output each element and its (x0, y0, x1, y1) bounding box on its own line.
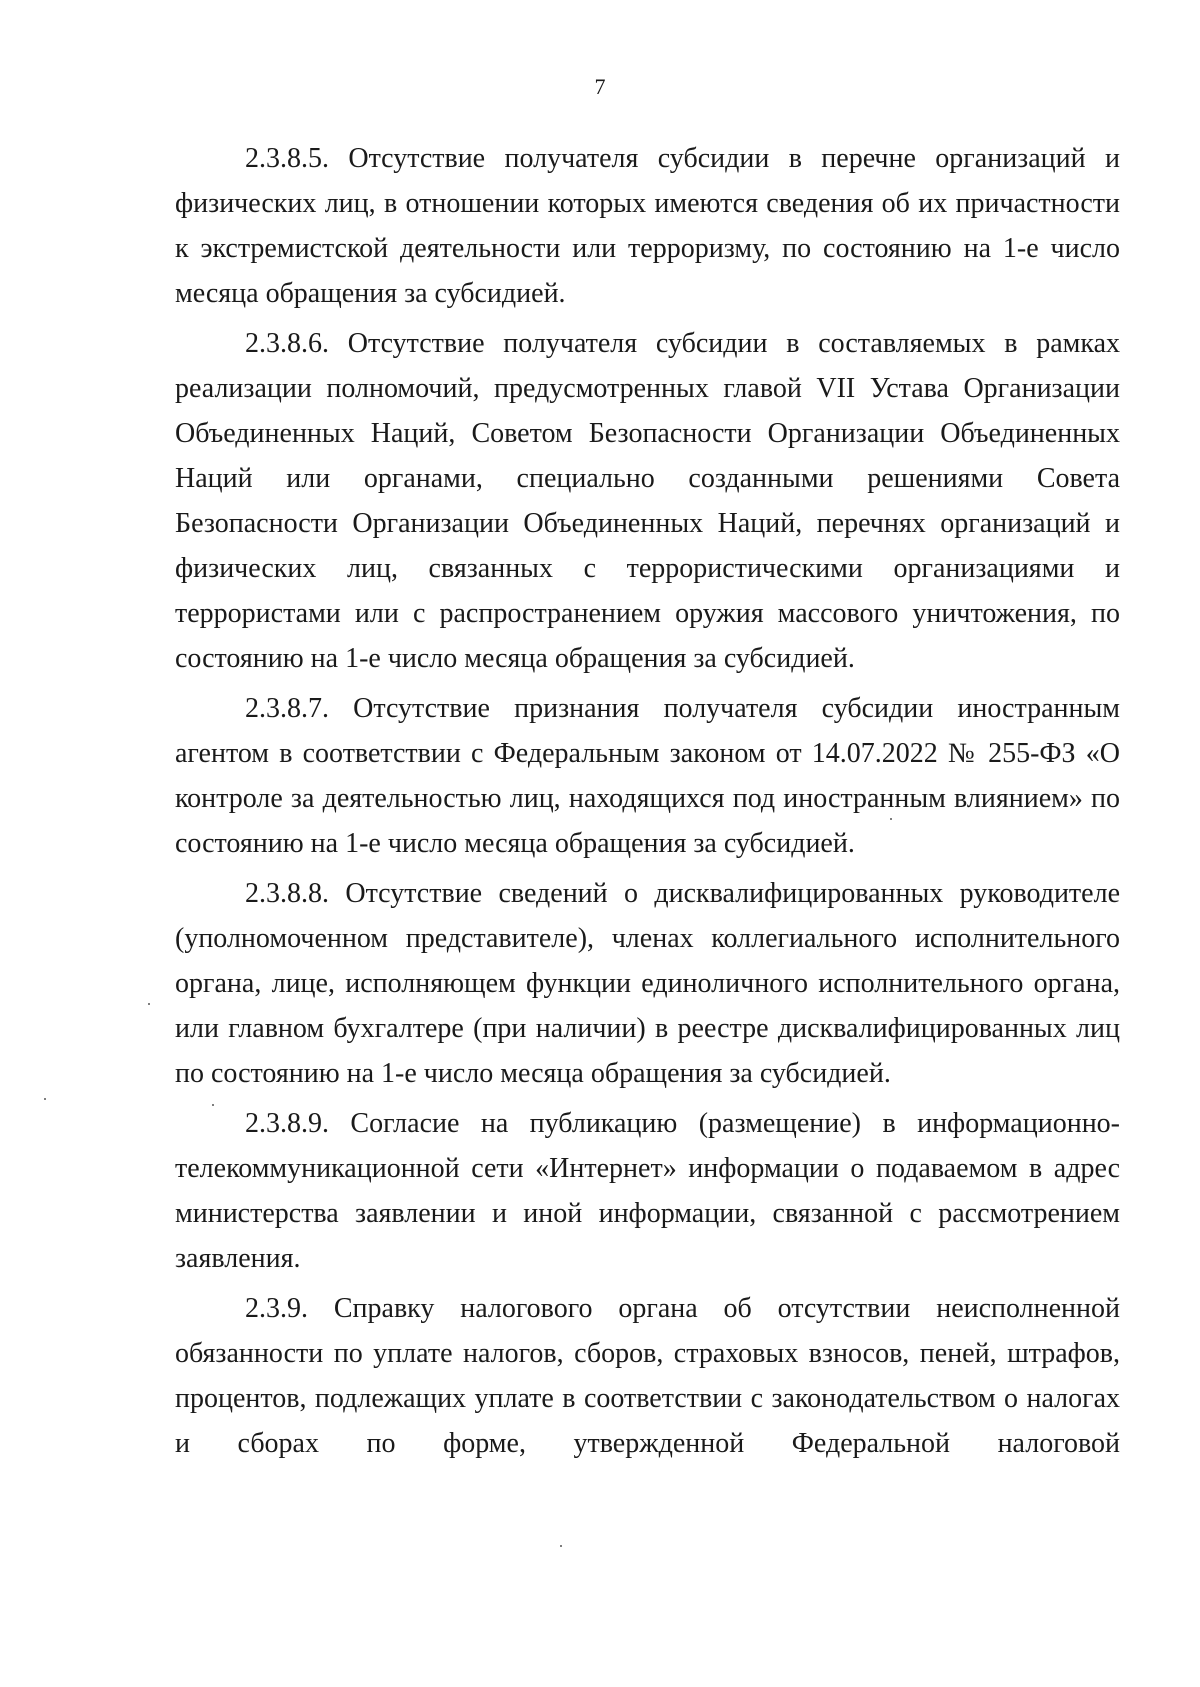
paragraph-2-3-8-6: 2.3.8.6. Отсутствие получателя субсидии в составляемых в рамках реализации полномочий, предусмотренных главой VII Устава Организации Объединенных Наций, Советом Безопасности Организации Объединенных Наций или органами, специально созданными решениями Совета Безопасности Организации Объединенных Наций, перечнях организаций и физических лиц, связанных с террористическими организациями и террористами или с распространением оружия массового уничтожения, по состоянию на 1-е число месяца обращения за субсидией. (175, 328, 1120, 674)
scan-speck (890, 818, 892, 820)
paragraph-2-3-8-5: 2.3.8.5. Отсутствие получателя субсидии в перечне организаций и физических лиц, в отношении которых имеются сведения об их причастности к экстремистской деятельности или терроризму, по состоянию на 1-е число месяца обращения за субсидией. (175, 143, 1120, 309)
scan-speck (560, 1545, 562, 1547)
paragraph-2-3-8-8: 2.3.8.8. Отсутствие сведений о дисквалифицированных руководителе (уполномоченном представителе), членах коллегиального исполнительного органа, лице, исполняющем функции единоличного исполнительного органа, или главном бухгалтере (при наличии) в реестре дисквалифицированных лиц по состоянию на 1-е число месяца обращения за субсидией. (175, 878, 1120, 1089)
paragraph-2-3-9: 2.3.9. Справку налогового органа об отсутствии неисполненной обязанности по уплате налогов, сборов, страховых взносов, пеней, штрафов, процентов, подлежащих уплате в соответствии с законодательством о налогах и сборах по форме, утвержденной Федеральной налоговой (175, 1293, 1120, 1459)
scan-speck (44, 1098, 46, 1100)
scan-speck (212, 1104, 214, 1106)
page-number: 7 (594, 74, 606, 99)
paragraph-2-3-8-9: 2.3.8.9. Согласие на публикацию (размещение) в информационно-телекоммуникационной сети «Интернет» информации о подаваемом в адрес министерства заявлении и иной информации, связанной с рассмотрением заявления. (175, 1108, 1120, 1274)
paragraph-2-3-8-7: 2.3.8.7. Отсутствие признания получателя субсидии иностранным агентом в соответствии с Федеральным законом от 14.07.2022 № 255-ФЗ «О контроле за деятельностью лиц, находящихся под иностранным влиянием» по состоянию на 1-е число месяца обращения за субсидией. (175, 693, 1120, 859)
scan-speck (148, 1003, 150, 1005)
document-body (175, 136, 1120, 1466)
